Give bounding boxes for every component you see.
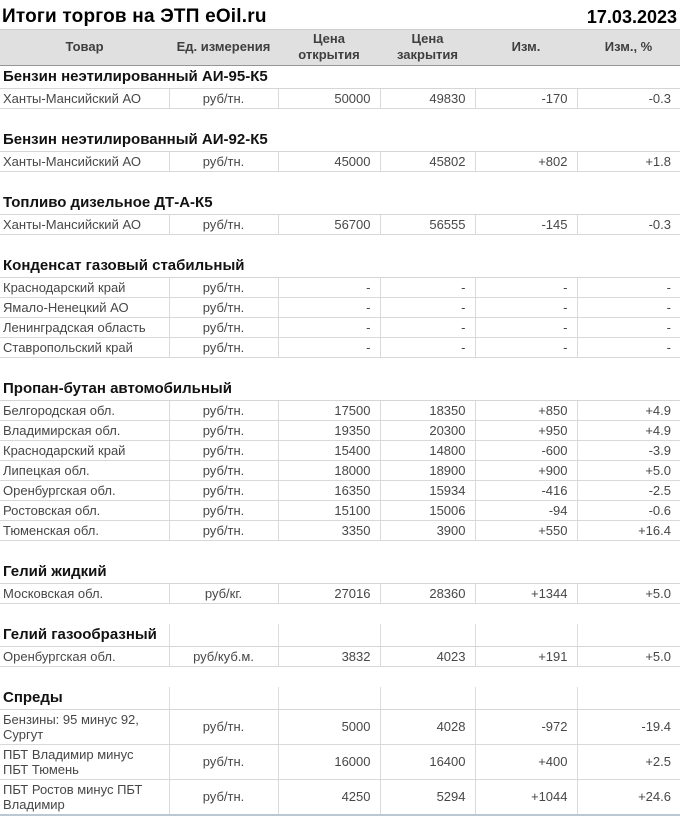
cell-change: +900 xyxy=(475,460,577,480)
cell-change-pct: +5.0 xyxy=(577,460,680,480)
cell-change-pct: +16.4 xyxy=(577,520,680,540)
cell-change: +1344 xyxy=(475,583,577,603)
cell-unit: руб/тн. xyxy=(169,520,278,540)
cell-change: +191 xyxy=(475,646,577,666)
section-title: Бензин неэтилированный АИ-95-К5 xyxy=(0,65,680,88)
cell-product: Московская обл. xyxy=(0,583,169,603)
cell-product: Тюменская обл. xyxy=(0,520,169,540)
cell-change: -416 xyxy=(475,480,577,500)
cell-change: +550 xyxy=(475,520,577,540)
section-empty-cell xyxy=(380,624,475,647)
spacer-cell xyxy=(0,540,680,561)
section-header-row xyxy=(0,687,680,710)
cell-change-pct: -0.3 xyxy=(577,214,680,234)
cell-open-price: 16350 xyxy=(278,480,380,500)
section-title: Топливо дизельное ДТ-А-К5 xyxy=(0,192,680,215)
cell-change-pct: +2.5 xyxy=(577,744,680,779)
table-row xyxy=(0,460,680,480)
cell-change: -94 xyxy=(475,500,577,520)
cell-change: +802 xyxy=(475,151,577,171)
cell-close-price: 49830 xyxy=(380,88,475,108)
cell-change: +1044 xyxy=(475,779,577,815)
cell-change-pct: -0.6 xyxy=(577,500,680,520)
cell-change: - xyxy=(475,277,577,297)
cell-product: Оренбургская обл. xyxy=(0,646,169,666)
cell-open-price: 27016 xyxy=(278,583,380,603)
cell-change: -145 xyxy=(475,214,577,234)
cell-close-price: 15006 xyxy=(380,500,475,520)
cell-close-price: 56555 xyxy=(380,214,475,234)
spacer-cell xyxy=(0,666,680,687)
cell-open-price: 50000 xyxy=(278,88,380,108)
section-title: Гелий газообразный xyxy=(0,624,169,647)
section-empty-cell xyxy=(169,624,278,647)
spacer-cell xyxy=(0,603,680,624)
column-header: Изм. xyxy=(475,30,577,66)
section-empty-cell xyxy=(577,687,680,710)
cell-unit: руб/тн. xyxy=(169,420,278,440)
table-body xyxy=(0,65,680,816)
cell-open-price: 3832 xyxy=(278,646,380,666)
table-row xyxy=(0,151,680,171)
section-header-row xyxy=(0,129,680,152)
table-bottom-border xyxy=(0,815,680,816)
table-row xyxy=(0,779,680,815)
cell-unit: руб/тн. xyxy=(169,337,278,357)
cell-product: Ханты-Мансийский АО xyxy=(0,214,169,234)
section-header-row xyxy=(0,561,680,584)
cell-close-price: 15934 xyxy=(380,480,475,500)
cell-open-price: 15100 xyxy=(278,500,380,520)
table-row xyxy=(0,337,680,357)
cell-product: Бензины: 95 минус 92, Сургут xyxy=(0,709,169,744)
cell-change-pct: -2.5 xyxy=(577,480,680,500)
table-row xyxy=(0,420,680,440)
cell-change-pct: -19.4 xyxy=(577,709,680,744)
cell-unit: руб/тн. xyxy=(169,460,278,480)
report-date: 17.03.2023 xyxy=(586,7,677,27)
section-header-row xyxy=(0,65,680,88)
cell-product: Белгородская обл. xyxy=(0,400,169,420)
cell-close-price: 5294 xyxy=(380,779,475,815)
spacer-row xyxy=(0,603,680,624)
cell-close-price: - xyxy=(380,317,475,337)
cell-close-price: - xyxy=(380,277,475,297)
table-row xyxy=(0,646,680,666)
cell-open-price: 15400 xyxy=(278,440,380,460)
table-row xyxy=(0,500,680,520)
column-header: Товар xyxy=(0,30,169,66)
cell-close-price: 3900 xyxy=(380,520,475,540)
table-row xyxy=(0,297,680,317)
cell-unit: руб/тн. xyxy=(169,709,278,744)
cell-open-price: 5000 xyxy=(278,709,380,744)
cell-close-price: 16400 xyxy=(380,744,475,779)
cell-open-price: 3350 xyxy=(278,520,380,540)
cell-close-price: 20300 xyxy=(380,420,475,440)
cell-change-pct: +4.9 xyxy=(577,420,680,440)
cell-unit: руб/тн. xyxy=(169,214,278,234)
spacer-row xyxy=(0,108,680,129)
cell-unit: руб/куб.м. xyxy=(169,646,278,666)
cell-unit: руб/тн. xyxy=(169,317,278,337)
spacer-cell xyxy=(0,357,680,378)
section-header-row xyxy=(0,378,680,401)
cell-open-price: 16000 xyxy=(278,744,380,779)
cell-change-pct: +5.0 xyxy=(577,646,680,666)
cell-unit: руб/тн. xyxy=(169,779,278,815)
column-header: Цена открытия xyxy=(278,30,380,66)
section-empty-cell xyxy=(475,624,577,647)
section-empty-cell xyxy=(475,687,577,710)
cell-close-price: 18900 xyxy=(380,460,475,480)
cell-unit: руб/кг. xyxy=(169,583,278,603)
cell-change: - xyxy=(475,317,577,337)
spacer-cell xyxy=(0,171,680,192)
results-table xyxy=(0,29,680,816)
cell-open-price: 45000 xyxy=(278,151,380,171)
spacer-cell xyxy=(0,234,680,255)
spacer-row xyxy=(0,171,680,192)
section-empty-cell xyxy=(278,624,380,647)
cell-close-price: - xyxy=(380,337,475,357)
table-head xyxy=(0,30,680,66)
table-row xyxy=(0,277,680,297)
table-row xyxy=(0,744,680,779)
cell-change: - xyxy=(475,297,577,317)
cell-close-price: 18350 xyxy=(380,400,475,420)
section-header-row xyxy=(0,255,680,278)
section-header-row xyxy=(0,192,680,215)
cell-change-pct: - xyxy=(577,317,680,337)
table-row xyxy=(0,440,680,460)
section-header-row xyxy=(0,624,680,647)
section-empty-cell xyxy=(169,687,278,710)
cell-change: +950 xyxy=(475,420,577,440)
cell-unit: руб/тн. xyxy=(169,500,278,520)
table-bottom-border-cell xyxy=(0,815,680,816)
cell-close-price: 4023 xyxy=(380,646,475,666)
cell-change-pct: -0.3 xyxy=(577,88,680,108)
cell-open-price: - xyxy=(278,297,380,317)
cell-open-price: - xyxy=(278,277,380,297)
section-title: Конденсат газовый стабильный xyxy=(0,255,680,278)
cell-unit: руб/тн. xyxy=(169,277,278,297)
section-title: Бензин неэтилированный АИ-92-К5 xyxy=(0,129,680,152)
table-row xyxy=(0,480,680,500)
cell-change-pct: - xyxy=(577,297,680,317)
cell-unit: руб/тн. xyxy=(169,297,278,317)
cell-open-price: 4250 xyxy=(278,779,380,815)
section-title: Пропан-бутан автомобильный xyxy=(0,378,680,401)
cell-product: ПБТ Ростов минус ПБТ Владимир xyxy=(0,779,169,815)
cell-change-pct: -3.9 xyxy=(577,440,680,460)
cell-product: Ставропольский край xyxy=(0,337,169,357)
cell-change: - xyxy=(475,337,577,357)
table-row xyxy=(0,88,680,108)
table-row xyxy=(0,583,680,603)
spacer-row xyxy=(0,540,680,561)
cell-open-price: 18000 xyxy=(278,460,380,480)
cell-unit: руб/тн. xyxy=(169,400,278,420)
cell-product: Ленинградская область xyxy=(0,317,169,337)
cell-product: Ханты-Мансийский АО xyxy=(0,88,169,108)
cell-unit: руб/тн. xyxy=(169,744,278,779)
cell-open-price: - xyxy=(278,317,380,337)
cell-unit: руб/тн. xyxy=(169,88,278,108)
cell-change-pct: +4.9 xyxy=(577,400,680,420)
cell-product: Ростовская обл. xyxy=(0,500,169,520)
spacer-row xyxy=(0,234,680,255)
cell-unit: руб/тн. xyxy=(169,440,278,460)
cell-change-pct: +5.0 xyxy=(577,583,680,603)
table-row xyxy=(0,400,680,420)
spacer-cell xyxy=(0,108,680,129)
cell-unit: руб/тн. xyxy=(169,480,278,500)
table-row xyxy=(0,709,680,744)
cell-change-pct: - xyxy=(577,277,680,297)
cell-change-pct: +24.6 xyxy=(577,779,680,815)
cell-product: Ханты-Мансийский АО xyxy=(0,151,169,171)
cell-product: Краснодарский край xyxy=(0,277,169,297)
cell-unit: руб/тн. xyxy=(169,151,278,171)
page-title: Итоги торгов на ЭТП eOil.ru xyxy=(2,6,267,27)
cell-close-price: 14800 xyxy=(380,440,475,460)
column-header: Изм., % xyxy=(577,30,680,66)
spacer-row xyxy=(0,666,680,687)
cell-open-price: 17500 xyxy=(278,400,380,420)
cell-open-price: - xyxy=(278,337,380,357)
cell-change: -972 xyxy=(475,709,577,744)
cell-change: -600 xyxy=(475,440,577,460)
column-header-row xyxy=(0,30,680,66)
section-title: Спреды xyxy=(0,687,169,710)
column-header: Ед. измерения xyxy=(169,30,278,66)
table-row xyxy=(0,214,680,234)
cell-open-price: 19350 xyxy=(278,420,380,440)
title-bar xyxy=(0,0,680,29)
cell-close-price: 45802 xyxy=(380,151,475,171)
section-empty-cell xyxy=(577,624,680,647)
cell-product: Липецкая обл. xyxy=(0,460,169,480)
section-empty-cell xyxy=(278,687,380,710)
spacer-row xyxy=(0,357,680,378)
cell-product: ПБТ Владимир минус ПБТ Тюмень xyxy=(0,744,169,779)
cell-product: Ямало-Ненецкий АО xyxy=(0,297,169,317)
cell-close-price: 28360 xyxy=(380,583,475,603)
cell-close-price: 4028 xyxy=(380,709,475,744)
table-row xyxy=(0,317,680,337)
cell-change-pct: +1.8 xyxy=(577,151,680,171)
section-title: Гелий жидкий xyxy=(0,561,680,584)
cell-product: Краснодарский край xyxy=(0,440,169,460)
cell-change-pct: - xyxy=(577,337,680,357)
cell-open-price: 56700 xyxy=(278,214,380,234)
section-empty-cell xyxy=(380,687,475,710)
table-row xyxy=(0,520,680,540)
cell-change: -170 xyxy=(475,88,577,108)
cell-product: Оренбургская обл. xyxy=(0,480,169,500)
column-header: Цена закрытия xyxy=(380,30,475,66)
cell-change: +850 xyxy=(475,400,577,420)
cell-close-price: - xyxy=(380,297,475,317)
cell-change: +400 xyxy=(475,744,577,779)
cell-product: Владимирская обл. xyxy=(0,420,169,440)
